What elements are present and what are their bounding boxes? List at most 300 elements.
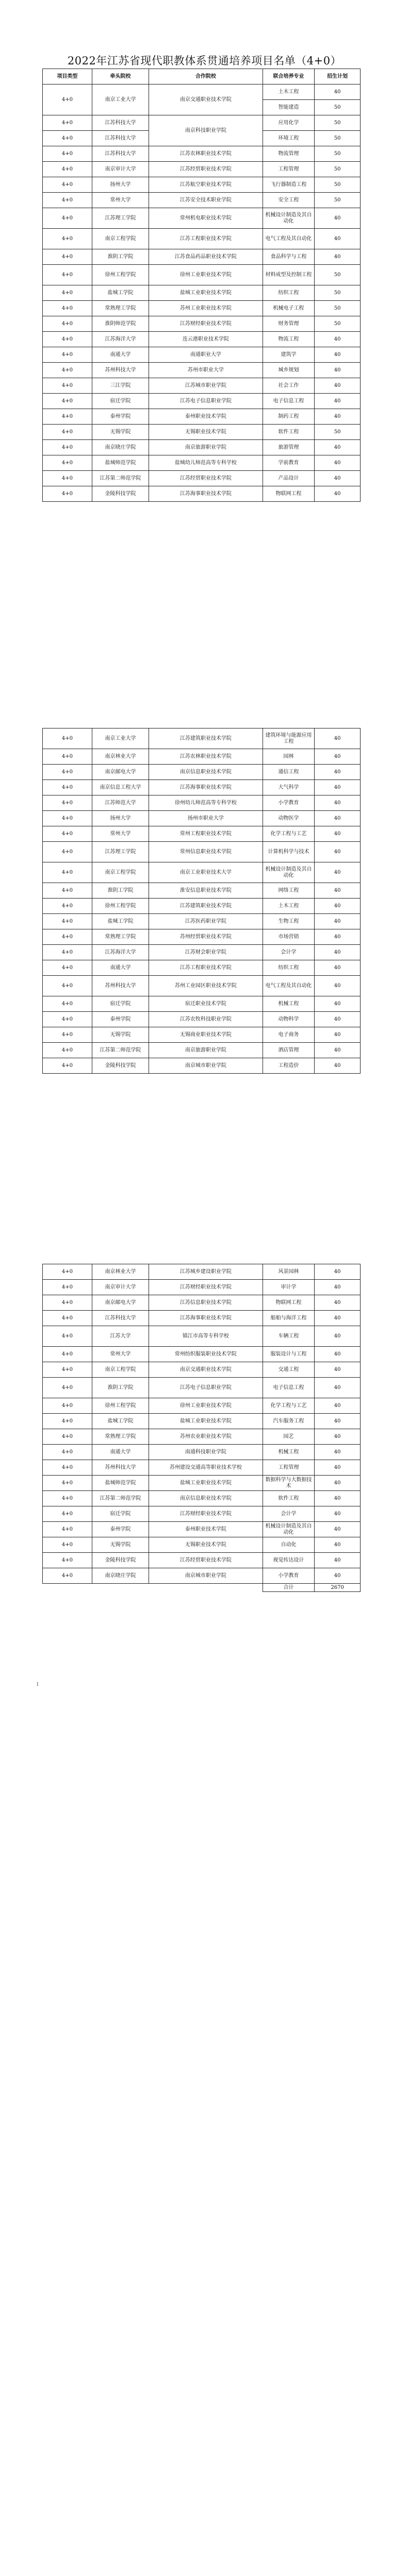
joint-major-cell: 旅游管理 <box>263 440 315 455</box>
partner-school-cell: 常州工程职业技术学院 <box>149 826 263 842</box>
total-row <box>43 1584 361 1592</box>
joint-major-cell: 大气科学 <box>263 780 315 795</box>
table-row <box>43 229 361 249</box>
project-type-cell: 4+0 <box>43 177 92 193</box>
enrollment-plan-cell: 40 <box>315 455 361 471</box>
header-partner-school: 合作院校 <box>149 69 263 84</box>
joint-major-cell: 物流管理 <box>263 146 315 162</box>
lead-school-cell: 常州大学 <box>92 1347 149 1362</box>
project-type-cell: 4+0 <box>43 1058 92 1074</box>
enrollment-plan-cell: 40 <box>315 1491 361 1506</box>
enrollment-plan-cell: 40 <box>315 229 361 249</box>
lead-school-cell: 江苏第二师范学院 <box>92 1043 149 1058</box>
table-row <box>43 1058 361 1074</box>
table-row <box>43 842 361 862</box>
enrollment-plan-cell: 40 <box>315 780 361 795</box>
enrollment-plan-cell: 40 <box>315 976 361 996</box>
joint-major-cell: 产品设计 <box>263 471 315 486</box>
partner-school-cell: 盐城幼儿师范高等专科学校 <box>149 455 263 471</box>
table-row <box>43 486 361 502</box>
partner-school-cell: 泰州职业技术学院 <box>149 409 263 425</box>
partner-school-cell: 徐州幼儿师范高等专科学校 <box>149 795 263 811</box>
lead-school-cell: 金陵科技学院 <box>92 1058 149 1074</box>
partner-school-cell: 江苏航空职业技术学院 <box>149 177 263 193</box>
joint-major-cell: 纺织工程 <box>263 960 315 976</box>
lead-school-cell: 淮阴工学院 <box>92 249 149 265</box>
lead-school-cell: 无锡学院 <box>92 1027 149 1043</box>
enrollment-plan-cell: 40 <box>315 960 361 976</box>
lead-school-cell: 淮阴师范学院 <box>92 316 149 332</box>
partner-school-cell: 南京工业职业技术大学 <box>149 862 263 883</box>
enrollment-plan-cell: 40 <box>315 378 361 394</box>
joint-major-cell: 数据科学与大数据技术 <box>263 1476 315 1491</box>
table-row <box>43 749 361 765</box>
project-type-cell: 4+0 <box>43 249 92 265</box>
joint-major-cell: 电气工程及其自动化 <box>263 976 315 996</box>
enrollment-plan-cell: 40 <box>315 945 361 960</box>
partner-school-cell: 江苏城乡建设职业学院 <box>149 1264 263 1280</box>
project-type-cell: 4+0 <box>43 1476 92 1491</box>
partner-school-cell: 南京信息职业技术学院 <box>149 1491 263 1506</box>
project-type-cell: 4+0 <box>43 1414 92 1429</box>
joint-major-cell: 工程造价 <box>263 1058 315 1074</box>
project-type-cell: 4+0 <box>43 1378 92 1398</box>
enrollment-plan-cell: 40 <box>315 471 361 486</box>
joint-major-cell: 物联网工程 <box>263 1295 315 1311</box>
project-table-page-1 <box>42 69 361 502</box>
lead-school-cell: 徐州工程学院 <box>92 1398 149 1414</box>
lead-school-cell: 常州大学 <box>92 193 149 208</box>
project-type-cell: 4+0 <box>43 1326 92 1347</box>
table-row <box>43 929 361 945</box>
lead-school-cell: 江苏理工学院 <box>92 842 149 862</box>
partner-school-cell: 江苏食品药品职业技术学院 <box>149 249 263 265</box>
lead-school-cell: 江苏科技大学 <box>92 131 149 146</box>
lead-school-cell: 南京审计大学 <box>92 162 149 177</box>
partner-school-cell: 淮安信息职业技术学院 <box>149 883 263 899</box>
table-row <box>43 440 361 455</box>
enrollment-plan-cell: 50 <box>315 265 361 285</box>
table-row <box>43 826 361 842</box>
table-row <box>43 1553 361 1568</box>
enrollment-plan-cell: 40 <box>315 347 361 363</box>
partner-school-cell: 无锡职业技术学院 <box>149 425 263 440</box>
partner-school-cell: 江苏农林职业技术学院 <box>149 146 263 162</box>
table-row <box>43 1537 361 1553</box>
enrollment-plan-cell: 40 <box>315 826 361 842</box>
table-header-row <box>43 69 361 84</box>
joint-major-cell: 机械电子工程 <box>263 301 315 316</box>
table-row <box>43 1378 361 1398</box>
enrollment-plan-cell: 50 <box>315 193 361 208</box>
partner-school-cell: 苏州农业职业技术学院 <box>149 1429 263 1445</box>
enrollment-plan-cell: 40 <box>315 996 361 1012</box>
enrollment-plan-cell: 40 <box>315 409 361 425</box>
table-row <box>43 285 361 301</box>
lead-school-cell: 南京林业大学 <box>92 749 149 765</box>
project-type-cell: 4+0 <box>43 811 92 826</box>
page-footnote: 1 <box>36 1682 39 1687</box>
table-row <box>43 1264 361 1280</box>
table-row <box>43 1012 361 1027</box>
project-type-cell: 4+0 <box>43 1362 92 1378</box>
lead-school-cell: 南京审计大学 <box>92 1280 149 1295</box>
enrollment-plan-cell: 40 <box>315 394 361 409</box>
project-type-cell: 4+0 <box>43 1347 92 1362</box>
project-type-cell: 4+0 <box>43 728 92 749</box>
project-type-cell: 4+0 <box>43 780 92 795</box>
table-row <box>43 363 361 378</box>
partner-school-cell: 江苏经贸职业技术学院 <box>149 1553 263 1568</box>
lead-school-cell: 扬州大学 <box>92 177 149 193</box>
joint-major-cell: 纺织工程 <box>263 285 315 301</box>
lead-school-cell: 江苏科技大学 <box>92 115 149 131</box>
joint-major-cell: 物流工程 <box>263 332 315 347</box>
project-type-cell: 4+0 <box>43 425 92 440</box>
partner-school-cell: 南通科技职业学院 <box>149 1445 263 1460</box>
table-row <box>43 332 361 347</box>
joint-major-cell: 机械工程 <box>263 1445 315 1460</box>
joint-major-cell: 社会工作 <box>263 378 315 394</box>
joint-major-cell: 车辆工程 <box>263 1326 315 1347</box>
enrollment-plan-cell: 40 <box>315 1264 361 1280</box>
enrollment-plan-cell: 40 <box>315 1378 361 1398</box>
project-type-cell: 4+0 <box>43 1506 92 1522</box>
lead-school-cell: 南京邮电大学 <box>92 1295 149 1311</box>
partner-school-cell: 江苏财会职业学院 <box>149 945 263 960</box>
partner-school-cell: 江苏安全技术职业学院 <box>149 193 263 208</box>
partner-school-cell: 盐城工业职业技术学院 <box>149 1414 263 1429</box>
joint-major-cell: 食品科学与工程 <box>263 249 315 265</box>
partner-school-cell: 江苏海事职业技术学院 <box>149 486 263 502</box>
lead-school-cell: 南京工业大学 <box>92 728 149 749</box>
lead-school-cell: 苏州科技大学 <box>92 976 149 996</box>
enrollment-plan-cell: 40 <box>315 1326 361 1347</box>
project-type-cell: 4+0 <box>43 347 92 363</box>
enrollment-plan-cell: 40 <box>315 1043 361 1058</box>
partner-school-cell: 徐州工业职业技术学院 <box>149 265 263 285</box>
enrollment-plan-cell: 40 <box>315 1445 361 1460</box>
enrollment-plan-cell: 40 <box>315 842 361 862</box>
header-lead-school: 牵头院校 <box>92 69 149 84</box>
lead-school-cell: 江苏大学 <box>92 1326 149 1347</box>
joint-major-cell: 审计学 <box>263 1280 315 1295</box>
enrollment-plan-cell: 40 <box>315 883 361 899</box>
table-row <box>43 146 361 162</box>
lead-school-cell: 淮阴工学院 <box>92 883 149 899</box>
table-row <box>43 1295 361 1311</box>
project-type-cell: 4+0 <box>43 208 92 229</box>
partner-school-cell: 江苏财经职业技术学院 <box>149 316 263 332</box>
lead-school-cell: 宿迁学院 <box>92 394 149 409</box>
lead-school-cell: 徐州工程学院 <box>92 899 149 914</box>
table-row <box>43 1311 361 1326</box>
table-row <box>43 765 361 780</box>
table-row <box>43 425 361 440</box>
project-type-cell: 4+0 <box>43 1012 92 1027</box>
lead-school-cell: 江苏理工学院 <box>92 208 149 229</box>
partner-school-cell: 江苏经贸职业技术学院 <box>149 162 263 177</box>
partner-school-cell: 江苏工程职业技术学院 <box>149 229 263 249</box>
table-row <box>43 899 361 914</box>
project-type-cell: 4+0 <box>43 131 92 146</box>
joint-major-cell: 计算机科学与技术 <box>263 842 315 862</box>
partner-school-cell: 常州信息职业技术学院 <box>149 842 263 862</box>
joint-major-cell: 工程管理 <box>263 1460 315 1476</box>
project-type-cell: 4+0 <box>43 265 92 285</box>
enrollment-plan-cell: 40 <box>315 795 361 811</box>
joint-major-cell: 动物科学 <box>263 1012 315 1027</box>
project-type-cell: 4+0 <box>43 193 92 208</box>
enrollment-plan-cell: 40 <box>315 208 361 229</box>
enrollment-plan-cell: 50 <box>315 301 361 316</box>
lead-school-cell: 盐城工学院 <box>92 914 149 929</box>
enrollment-plan-cell: 50 <box>315 316 361 332</box>
lead-school-cell: 盐城工学院 <box>92 285 149 301</box>
lead-school-cell: 金陵科技学院 <box>92 486 149 502</box>
enrollment-plan-cell: 50 <box>315 131 361 146</box>
partner-school-cell: 连云港职业技术学院 <box>149 332 263 347</box>
table-row <box>43 883 361 899</box>
table-row <box>43 996 361 1012</box>
enrollment-plan-cell: 40 <box>315 914 361 929</box>
project-table-page-2 <box>42 728 361 1074</box>
joint-major-cell: 电子信息工程 <box>263 394 315 409</box>
project-type-cell: 4+0 <box>43 1537 92 1553</box>
enrollment-plan-cell: 40 <box>315 1476 361 1491</box>
project-type-cell: 4+0 <box>43 229 92 249</box>
lead-school-cell: 江苏海洋大学 <box>92 332 149 347</box>
enrollment-plan-cell: 40 <box>315 765 361 780</box>
partner-school-cell: 江苏海事职业技术学院 <box>149 1311 263 1326</box>
lead-school-cell: 南京工业大学 <box>92 84 149 115</box>
lead-school-cell: 三江学院 <box>92 378 149 394</box>
joint-major-cell: 工程管理 <box>263 162 315 177</box>
joint-major-cell: 园林 <box>263 749 315 765</box>
page-title: 2022年江苏省现代职教体系贯通培养项目名单（4+0） <box>67 55 342 67</box>
joint-major-cell: 机械工程 <box>263 996 315 1012</box>
project-type-cell: 4+0 <box>43 862 92 883</box>
table-row <box>43 1398 361 1414</box>
project-type-cell: 4+0 <box>43 285 92 301</box>
table-row <box>43 265 361 285</box>
lead-school-cell: 南京工程学院 <box>92 229 149 249</box>
project-type-cell: 4+0 <box>43 409 92 425</box>
joint-major-cell: 市场营销 <box>263 929 315 945</box>
project-type-cell: 4+0 <box>43 1264 92 1280</box>
partner-school-cell: 无锡商业职业技术学院 <box>149 1027 263 1043</box>
lead-school-cell: 无锡学院 <box>92 425 149 440</box>
joint-major-cell: 小学教育 <box>263 1568 315 1584</box>
partner-school-cell: 苏州经贸职业技术学院 <box>149 929 263 945</box>
project-type-cell: 4+0 <box>43 914 92 929</box>
project-type-cell: 4+0 <box>43 765 92 780</box>
project-type-cell: 4+0 <box>43 1522 92 1537</box>
joint-major-cell: 环境工程 <box>263 131 315 146</box>
partner-school-cell: 江苏信息职业技术学院 <box>149 1295 263 1311</box>
enrollment-plan-cell: 40 <box>315 1311 361 1326</box>
joint-major-cell: 安全工程 <box>263 193 315 208</box>
table-row <box>43 811 361 826</box>
partner-school-cell: 苏州工业园区职业技术学院 <box>149 976 263 996</box>
enrollment-plan-cell: 40 <box>315 1012 361 1027</box>
project-type-cell: 4+0 <box>43 1295 92 1311</box>
enrollment-plan-cell: 40 <box>315 1429 361 1445</box>
joint-major-cell: 会计学 <box>263 1506 315 1522</box>
lead-school-cell: 江苏师范大学 <box>92 795 149 811</box>
joint-major-cell: 视觉传达设计 <box>263 1553 315 1568</box>
table-row <box>43 1043 361 1058</box>
joint-major-cell: 应用化学 <box>263 115 315 131</box>
partner-school-cell: 泰州职业技术学院 <box>149 1522 263 1537</box>
table-row <box>43 728 361 749</box>
joint-major-cell: 服装设计与工程 <box>263 1347 315 1362</box>
lead-school-cell: 南通大学 <box>92 1445 149 1460</box>
partner-school-cell: 无锡职业技术学院 <box>149 1537 263 1553</box>
joint-major-cell: 学前教育 <box>263 455 315 471</box>
table-row <box>43 960 361 976</box>
table-row <box>43 976 361 996</box>
partner-school-cell: 南通职业大学 <box>149 347 263 363</box>
table-row <box>43 795 361 811</box>
lead-school-cell: 南京林业大学 <box>92 1264 149 1280</box>
partner-school-cell: 苏州市职业大学 <box>149 363 263 378</box>
project-type-cell: 4+0 <box>43 332 92 347</box>
table-row <box>43 1326 361 1347</box>
lead-school-cell: 江苏海洋大学 <box>92 945 149 960</box>
lead-school-cell: 苏州科技大学 <box>92 1460 149 1476</box>
lead-school-cell: 江苏第二师范学院 <box>92 471 149 486</box>
table-row <box>43 1280 361 1295</box>
project-type-cell: 4+0 <box>43 394 92 409</box>
enrollment-plan-cell: 40 <box>315 1058 361 1074</box>
lead-school-cell: 淮阴工学院 <box>92 1378 149 1398</box>
header-joint-major: 联合培养专业 <box>263 69 315 84</box>
partner-school-cell: 扬州市职业大学 <box>149 811 263 826</box>
lead-school-cell: 金陵科技学院 <box>92 1553 149 1568</box>
joint-major-cell: 酒店管理 <box>263 1043 315 1058</box>
project-type-cell: 4+0 <box>43 115 92 131</box>
partner-school-cell: 南京旅游职业学院 <box>149 440 263 455</box>
lead-school-cell: 江苏科技大学 <box>92 1311 149 1326</box>
partner-school-cell: 江苏经贸职业技术学院 <box>149 471 263 486</box>
table-row <box>43 1506 361 1522</box>
project-table-page-3 <box>42 1264 361 1592</box>
lead-school-cell: 江苏第二师范学院 <box>92 1491 149 1506</box>
table-row <box>43 1491 361 1506</box>
lead-school-cell: 盐城工学院 <box>92 1414 149 1429</box>
enrollment-plan-cell: 40 <box>315 1362 361 1378</box>
lead-school-cell: 南京工程学院 <box>92 862 149 883</box>
project-type-cell: 4+0 <box>43 795 92 811</box>
lead-school-cell: 泰州学院 <box>92 1012 149 1027</box>
partner-school-cell: 江苏建筑职业技术学院 <box>149 899 263 914</box>
project-type-cell: 4+0 <box>43 440 92 455</box>
lead-school-cell: 苏州科技大学 <box>92 363 149 378</box>
table-row <box>43 249 361 265</box>
project-type-cell: 4+0 <box>43 749 92 765</box>
table-row <box>43 945 361 960</box>
enrollment-plan-cell: 40 <box>315 749 361 765</box>
partner-school-cell: 江苏农林职业技术学院 <box>149 749 263 765</box>
joint-major-cell: 材料成型及控制工程 <box>263 265 315 285</box>
joint-major-cell: 会计学 <box>263 945 315 960</box>
project-type-cell: 4+0 <box>43 1491 92 1506</box>
total-label: 合计 <box>263 1584 315 1592</box>
project-type-cell: 4+0 <box>43 1568 92 1584</box>
enrollment-plan-cell: 40 <box>315 440 361 455</box>
joint-major-cell: 软件工程 <box>263 425 315 440</box>
project-type-cell: 4+0 <box>43 945 92 960</box>
enrollment-plan-cell: 40 <box>315 1553 361 1568</box>
enrollment-plan-cell: 40 <box>315 929 361 945</box>
project-type-cell: 4+0 <box>43 316 92 332</box>
project-type-cell: 4+0 <box>43 1027 92 1043</box>
enrollment-plan-cell: 40 <box>315 363 361 378</box>
joint-major-cell: 化学工程与工艺 <box>263 1398 315 1414</box>
partner-school-cell: 宿迁职业技术学院 <box>149 996 263 1012</box>
project-type-cell: 4+0 <box>43 976 92 996</box>
joint-major-cell: 财务管理 <box>263 316 315 332</box>
joint-major-cell: 电气工程及其自动化 <box>263 229 315 249</box>
table-row <box>43 862 361 883</box>
partner-school-cell: 盐城工业职业技术学院 <box>149 285 263 301</box>
lead-school-cell: 江苏科技大学 <box>92 146 149 162</box>
header-project-type: 项目类型 <box>43 69 92 84</box>
enrollment-plan-cell: 40 <box>315 1295 361 1311</box>
table-row <box>43 914 361 929</box>
partner-school-cell: 江苏海事职业技术学院 <box>149 780 263 795</box>
partner-school-cell: 江苏城市职业学院 <box>149 378 263 394</box>
table-row <box>43 1414 361 1429</box>
table-row <box>43 301 361 316</box>
partner-school-cell: 南京交通职业技术学院 <box>149 84 263 115</box>
partner-school-cell: 南京信息职业技术学院 <box>149 765 263 780</box>
lead-school-cell: 泰州学院 <box>92 1522 149 1537</box>
project-type-cell: 4+0 <box>43 1429 92 1445</box>
partner-school-cell: 江苏农牧科技职业学院 <box>149 1012 263 1027</box>
lead-school-cell: 徐州工程学院 <box>92 265 149 285</box>
lead-school-cell: 常熟理工学院 <box>92 301 149 316</box>
table-row <box>43 347 361 363</box>
joint-major-cell: 土木工程 <box>263 84 315 100</box>
table-row <box>43 162 361 177</box>
joint-major-cell: 建筑学 <box>263 347 315 363</box>
lead-school-cell: 宿迁学院 <box>92 996 149 1012</box>
enrollment-plan-cell: 50 <box>315 425 361 440</box>
table-row <box>43 455 361 471</box>
lead-school-cell: 南通大学 <box>92 960 149 976</box>
lead-school-cell: 扬州大学 <box>92 811 149 826</box>
project-type-cell: 4+0 <box>43 471 92 486</box>
project-type-cell: 4+0 <box>43 1553 92 1568</box>
table-row <box>43 1476 361 1491</box>
joint-major-cell: 电子商务 <box>263 1027 315 1043</box>
enrollment-plan-cell: 50 <box>315 115 361 131</box>
partner-school-cell: 苏州建设交通高等职业技术学校 <box>149 1460 263 1476</box>
enrollment-plan-cell: 40 <box>315 332 361 347</box>
joint-major-cell: 智能建造 <box>263 100 315 115</box>
enrollment-plan-cell: 40 <box>315 84 361 100</box>
joint-major-cell: 飞行器制造工程 <box>263 177 315 193</box>
enrollment-plan-cell: 40 <box>315 1280 361 1295</box>
table-row <box>43 1460 361 1476</box>
enrollment-plan-cell: 50 <box>315 100 361 115</box>
joint-major-cell: 自动化 <box>263 1537 315 1553</box>
partner-school-cell: 常州机电职业技术学院 <box>149 208 263 229</box>
partner-school-cell: 江苏财经职业技术学院 <box>149 1280 263 1295</box>
table-row <box>43 409 361 425</box>
